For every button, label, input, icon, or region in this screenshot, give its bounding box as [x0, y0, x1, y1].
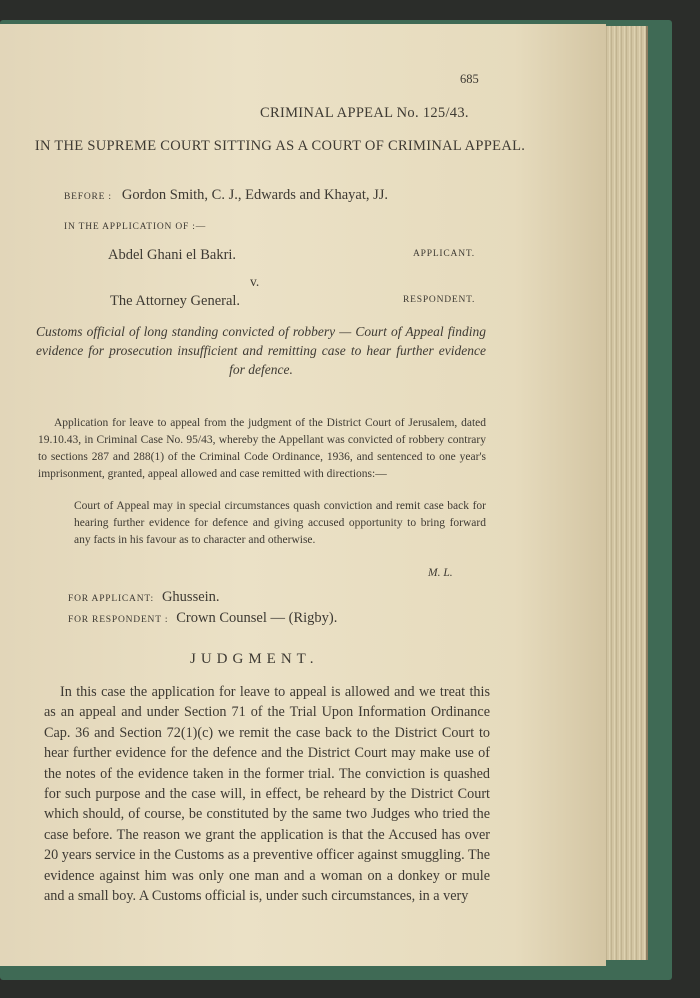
for-respondent-line	[68, 610, 337, 627]
applicant-label: APPLICANT.	[413, 249, 475, 259]
for-applicant-line	[68, 589, 220, 606]
page-number: 685	[460, 72, 479, 86]
judges: Gordon Smith, C. J., Edwards and Khayat, JJ.	[121, 187, 389, 203]
respondent-counsel: Crown Counsel — (Rigby).	[176, 610, 338, 626]
book-page	[0, 24, 606, 966]
before-line	[64, 187, 388, 204]
respondent-name: The Attorney General.	[110, 293, 241, 309]
application-of-label: IN THE APPLICATION OF :—	[64, 222, 207, 232]
court-title: IN THE SUPREME COURT SITTING AS A COURT OF CRIMINAL APPEAL.	[34, 138, 526, 154]
reporter-initials: M. L.	[428, 567, 453, 579]
headnote: Customs official of long standing convicted of robbery — Court of Appeal finding evidence for prosecution insufficient and remitting case to hear further evidence for defence.	[36, 324, 486, 377]
applicant-counsel: Ghussein.	[161, 589, 220, 605]
for-respondent-label: FOR RESPONDENT :	[68, 615, 169, 625]
case-number: CRIMINAL APPEAL No. 125/43.	[260, 105, 469, 121]
versus: v.	[250, 274, 260, 289]
for-applicant-label: FOR APPLICANT:	[68, 594, 154, 604]
application-paragraph: Application for leave to appeal from the judgment of the District Court of Jerusalem, dated 19.10.43, in Criminal Case No. 95/43, whereby the Appellant was convicted of robbery contrary to sections 287 and 288(1) of the Criminal Code Ordinance, 1936, and sentenced to one year's imprisonment, granted, appeal allowed and case remitted with directions:—	[38, 417, 486, 480]
respondent-label: RESPONDENT.	[403, 295, 476, 305]
held-paragraph: Court of Appeal may in special circumstances quash conviction and remit case back for hearing further evidence for defence and giving accused opportunity to bring forward any facts in his favour as to character and otherwise.	[74, 500, 486, 546]
applicant-name: Abdel Ghani el Bakri.	[108, 247, 237, 263]
judgment-text: In this case the application for leave to appeal is allowed and we treat this as an appeal and under Section 71 of the Trial Upon Information Ordinance Cap. 36 and Section 72(1)(c) we remit the case back to the District Court to hear further evidence for the defence and the District Court may make use of the notes of the evidence taken in the former trial. The conviction is quashed for such purpose and the case will, in effect, be reheard by the District Court which should, of course, be constituted by the same two Judges who tried the case before. The reason we grant the application is that the Accused has over 20 years service in the Customs as a preventive officer against smuggling. The evidence against him was only one man and a woman on a donkey or mule and a small boy. A Customs official is, under such circumstances, in a very	[44, 684, 490, 905]
judgment-heading: JUDGMENT.	[190, 651, 319, 667]
before-label: BEFORE :	[64, 192, 112, 202]
